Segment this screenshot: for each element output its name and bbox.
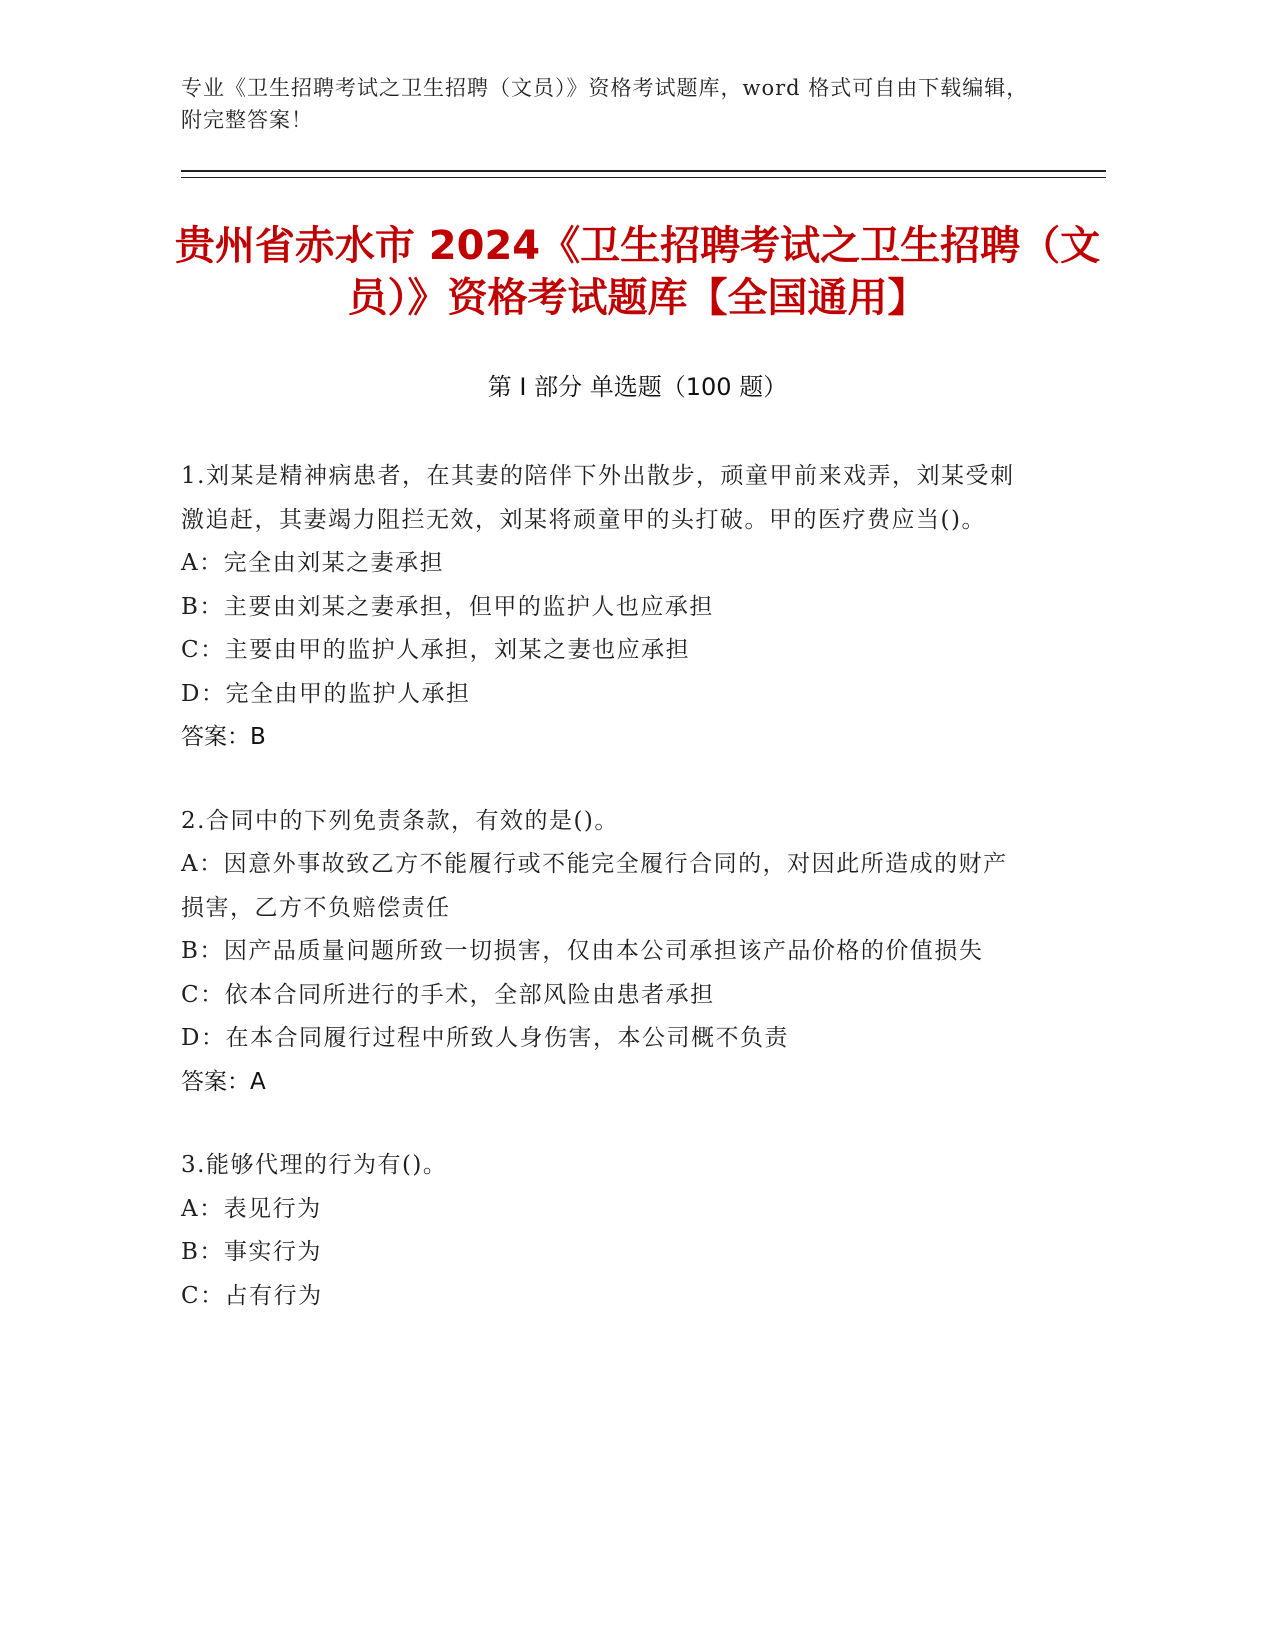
option-d: D：在本合同履行过程中所致人身伤害，本公司概不负责 xyxy=(181,1025,789,1051)
answer-label: 答案：B xyxy=(181,724,266,750)
option-c: C：占有行为 xyxy=(181,1282,323,1309)
answer-label: 答案：A xyxy=(181,1068,266,1095)
question-text: 3.能够代理的行为有()。 xyxy=(181,1152,448,1178)
option-b: B：因产品质量问题所致一切损害，仅由本公司承担该产品价格的价值损失 xyxy=(181,938,984,964)
question-list xyxy=(181,455,1031,1358)
option-a: A：完全由刘某之妻承担 xyxy=(181,550,445,576)
option-a: A：表见行为 xyxy=(181,1195,322,1222)
option-c: C：主要由甲的监护人承担，刘某之妻也应承担 xyxy=(181,637,691,663)
question-text: 1.刘某是精神病患者，在其妻的陪伴下外出散步，顽童甲前来戏弄，刘某受刺激追赶，其妻竭力阻拦无效，刘某将顽童甲的头打破。甲的医疗费应当()。 xyxy=(181,463,1015,533)
option-b: B：主要由刘某之妻承担，但甲的监护人也应承担 xyxy=(181,593,714,620)
question-2 xyxy=(181,800,1031,1105)
option-a: A：因意外事故致乙方不能履行或不能完全履行合同的，对因此所造成的财产损害，乙方不负赔偿责任 xyxy=(181,851,1008,921)
header-divider-thick xyxy=(181,170,1106,172)
question-text: 2.合同中的下列免责条款，有效的是()。 xyxy=(181,807,619,834)
document-title: 贵州省赤水市 2024《卫生招聘考试之卫生招聘（文员）》资格考试题库【全国通用】 xyxy=(174,223,1101,321)
question-1 xyxy=(181,455,1031,760)
option-d: D：完全由甲的监护人承担 xyxy=(181,680,471,707)
section-heading: 第 I 部分 单选题（100 题） xyxy=(487,373,788,401)
header-note: 专业《卫生招聘考试之卫生招聘（文员）》资格考试题库，word 格式可自由下载编辑，附完整答案！ xyxy=(181,76,1029,132)
question-3 xyxy=(181,1144,1031,1318)
option-b: B：事实行为 xyxy=(181,1239,322,1265)
option-c: C：依本合同所进行的手术，全部风险由患者承担 xyxy=(181,981,715,1008)
header-divider-thin xyxy=(181,177,1106,178)
